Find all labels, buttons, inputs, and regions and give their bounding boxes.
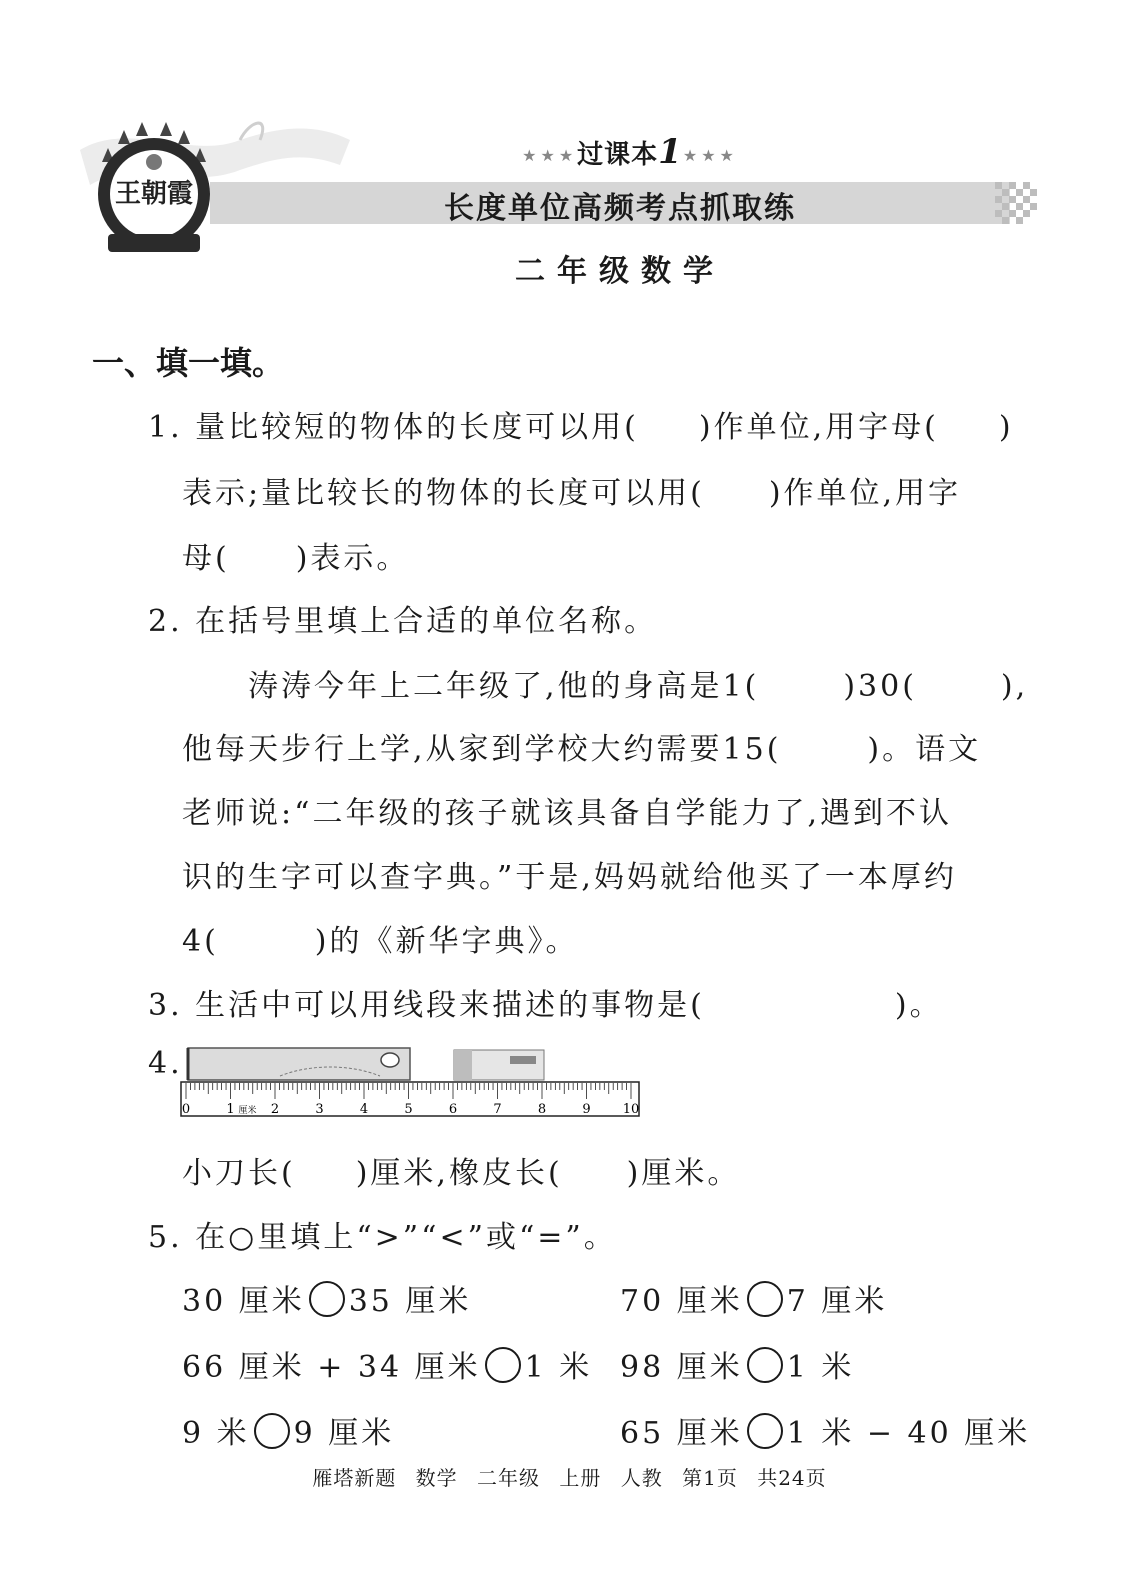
- ruler-label: 0: [181, 1102, 191, 1117]
- compare-right: 35 厘米: [348, 1284, 472, 1319]
- compare-circle[interactable]: [309, 1281, 345, 1317]
- q2-text: ),: [1000, 669, 1029, 704]
- q3-text: )。: [894, 988, 943, 1023]
- lesson-number: 1: [658, 132, 683, 172]
- q2-title: 2. 在括号里填上合适的单位名称。: [148, 604, 658, 639]
- compare-left: 30 厘米: [182, 1284, 305, 1319]
- q1-text: )表示。: [295, 541, 410, 576]
- q1-text: 母(: [182, 541, 230, 576]
- ruler-label: 4: [359, 1102, 369, 1117]
- lesson-label: 过课本: [577, 140, 659, 170]
- q1-line3: [182, 533, 409, 577]
- q3-line: [148, 980, 943, 1024]
- q4-number: 4.: [148, 1046, 183, 1081]
- eraser-image: [454, 1050, 544, 1080]
- compare-right: 1 米 − 40 厘米: [786, 1416, 1031, 1451]
- ruler-label: 8: [537, 1102, 547, 1117]
- banner-checker-pattern: [995, 182, 1039, 224]
- q4-text: )厘米。: [626, 1156, 741, 1191]
- knife-image: [188, 1048, 410, 1080]
- q1-text: 1. 量比较短的物体的长度可以用(: [148, 410, 639, 445]
- compare-circle[interactable]: [254, 1413, 290, 1449]
- stars-right: ★★★: [682, 146, 738, 165]
- q1-text: )作单位,用字母(: [698, 410, 939, 445]
- q2-text: )30(: [843, 669, 917, 704]
- ruler-label: 1: [226, 1102, 235, 1117]
- compare-circle[interactable]: [485, 1347, 521, 1383]
- compare-item: [182, 1408, 394, 1452]
- page-subtitle: 二年级数学: [515, 254, 725, 289]
- q2-line4: 识的生字可以查字典。”于是,妈妈就给他买了一本厚约: [182, 860, 957, 895]
- compare-circle[interactable]: [747, 1281, 783, 1317]
- q3-text: 3. 生活中可以用线段来描述的事物是(: [148, 988, 705, 1023]
- compare-left: 9 米: [182, 1416, 250, 1451]
- compare-item: [620, 1408, 1030, 1452]
- compare-left: 98 厘米: [620, 1350, 743, 1385]
- compare-right: 7 厘米: [786, 1284, 888, 1319]
- q2-line5: [182, 916, 579, 960]
- compare-right: 1 米: [524, 1350, 593, 1385]
- compare-left: 70 厘米: [620, 1284, 743, 1319]
- ruler-label: 9: [582, 1102, 591, 1117]
- compare-item: [182, 1276, 471, 1320]
- ruler-label: 3: [315, 1102, 324, 1117]
- ruler-figure: [180, 1046, 650, 1126]
- compare-right: 9 厘米: [293, 1416, 395, 1451]
- q4-text: )厘米,橡皮长(: [355, 1156, 563, 1191]
- q1-text: 表示;量比较长的物体的长度可以用(: [182, 476, 705, 511]
- q2-text: )的《新华字典》。: [314, 924, 579, 959]
- ruler-label: 5: [404, 1102, 413, 1117]
- lesson-tag: [500, 132, 760, 172]
- q2-line1: [248, 661, 1028, 705]
- section-heading: 一、填一填。: [92, 344, 285, 382]
- page-footer: 雁塔新题 数学 二年级 上册 人教 第1页 共24页: [312, 1466, 827, 1490]
- compare-circle[interactable]: [747, 1347, 783, 1383]
- q5-title: 5. 在○里填上“>”“<”或“=”。: [148, 1220, 617, 1255]
- q2-line2: [182, 724, 981, 768]
- compare-item: [620, 1276, 887, 1320]
- brand-logo: [88, 122, 220, 257]
- q2-text: 4(: [182, 924, 219, 959]
- q1-text: ): [998, 410, 1014, 445]
- compare-item: [182, 1342, 592, 1386]
- q2-line3: 老师说:“二年级的孩子就该具备自学能力了,遇到不认: [182, 796, 952, 831]
- ruler-unit: 厘米: [238, 1106, 257, 1116]
- stars-left: ★★★: [522, 146, 578, 165]
- q1-line1: [148, 402, 1014, 446]
- compare-right: 1 米: [786, 1350, 855, 1385]
- ruler-label: 2: [270, 1102, 280, 1117]
- ruler-label: 7: [493, 1102, 502, 1117]
- q2-text: 涛涛今年上二年级了,他的身高是1(: [248, 669, 760, 704]
- q4-answer-line: [182, 1148, 740, 1192]
- compare-circle[interactable]: [747, 1413, 783, 1449]
- q2-text: )。语文: [867, 732, 982, 767]
- q4-text: 小刀长(: [182, 1156, 296, 1191]
- compare-left: 66 厘米 + 34 厘米: [182, 1350, 481, 1385]
- q1-text: )作单位,用字: [768, 476, 962, 511]
- page-title: 长度单位高频考点抓取练: [444, 191, 796, 226]
- ruler: [181, 1082, 639, 1117]
- svg-text:王朝霞: 王朝霞: [114, 179, 194, 209]
- compare-item: [620, 1342, 854, 1386]
- ruler-label: 10: [622, 1102, 640, 1117]
- q1-line2: [182, 468, 961, 512]
- q2-text: 他每天步行上学,从家到学校大约需要15(: [182, 732, 782, 767]
- ruler-label: 6: [448, 1102, 458, 1117]
- compare-left: 65 厘米: [620, 1416, 743, 1451]
